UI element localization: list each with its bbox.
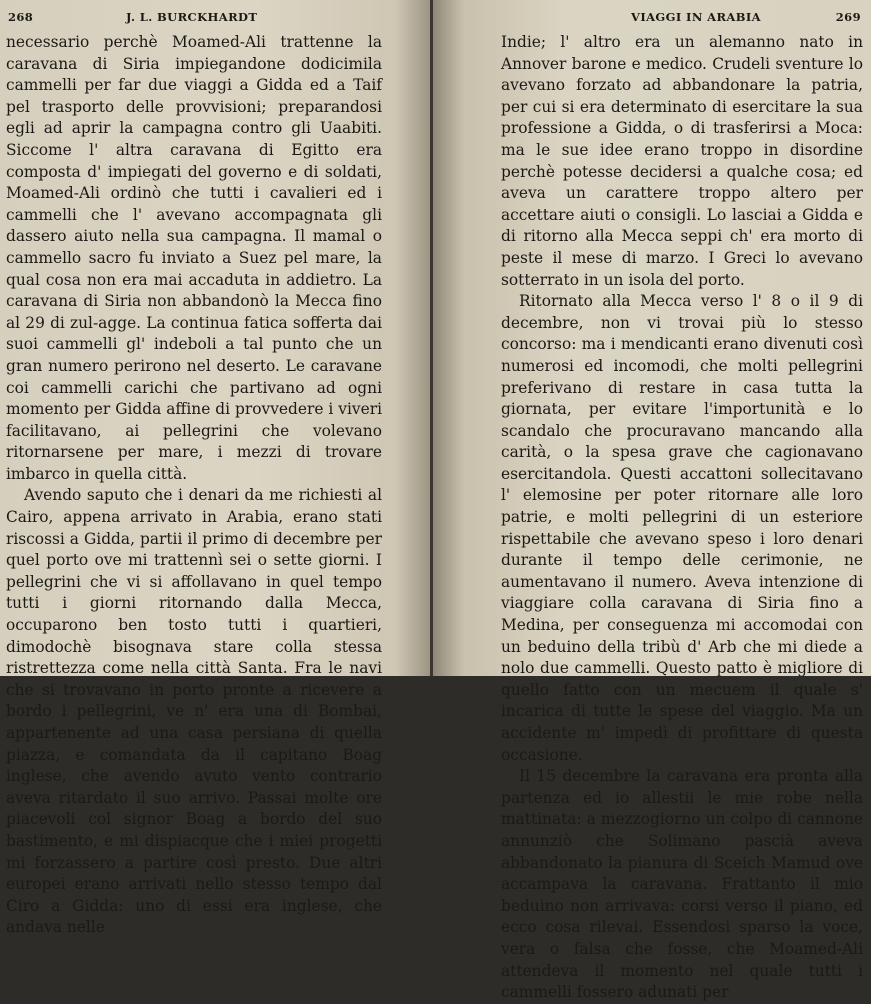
right-paragraph: Indie; l' altro era un alemanno nato in Annover barone e medico. Crudeli sventure lo avevano forzato ad abbandonare la patria, per cui si era determinato di esercitare la sua professione a Gidda, o di trasferirsi a Moca: ma le sue idee erano troppo in disordine perchè potesse decidersi a qualche cosa; ed aveva un carattere troppo altero per accettare aiuti o consigli. Lo lasciai a Gidda e di ritorno alla Mecca seppi ch' era morto di peste il mese di marzo. I Greci lo avevano sotterrato in un isola del porto. [501,33,863,289]
right-paragraph: Ritornato alla Mecca verso l' 8 o il 9 di decembre, non vi trovai più lo stesso concorso: ma i mendicanti erano divenuti così numerosi ed incomodi, che molti pellegrini preferivano di restare in casa tutta la giornata, per evitare l'importunità e lo scandalo che procuravano mancando alla carità, o la spesa grave che cagionavano esercitandola. Questi accattoni sollecitavano l' elemosine per poter ritornare alle loro patrie, e molti pellegrini di un esteriore rispettabile che avevano speso i loro denari durante il tempo delle cerimonie, ne aumentavano il numero. Aveva intenzione di viaggiare colla caravana di Siria fino a Medina, per conseguenza mi accomodai con un beduino della tribù d' Arb che mi diede a nolo due cammelli. Questo patto è migliore di quello fatto con un mecuem il quale s' incarica di tutte le spese del viaggio. Ma un accidente m' impedì di profittare di questa occasione. [501,292,863,764]
right-running-head: VIAGGI IN ARABIA [631,10,761,24]
left-paragraph: necessario perchè Moamed-Ali trattenne la caravana di Siria impiegandone dodicimila cammelli per far due viaggi a Gidda ed a Taif pel trasporto delle provvisioni; preparandosi egli ad aprir la campagna contro gli Uaabiti. Siccome l' altra caravana di Egitto era composta d' impiegati del governo e di soldati, Moamed-Ali ordinò che tutti i cavalieri ed i cammelli che l' avevano accompagnata gli dassero aiuto nella sua campagna. Il mamal o cammello sacro fu inviato a Suez pel mare, la qual cosa non era mai accaduta in addietro. La caravana di Siria non abbandonò la Mecca fino al 29 di zul-agge. La continua fatica sofferta dai suoi cammelli gl' indeboli a tal punto che un gran numero perirono nel deserto. Le caravane coi cammelli carichi che partivano ad ogni momento per Gidda affine di provvedere i viveri facilitavano, ai pellegrini che volevano ritornarsene per mare, i mezzi di trovare imbarco in quella città. [6,33,382,483]
left-page-number: 268 [8,10,34,24]
right-page-number: 269 [835,10,861,24]
left-page-header [8,10,406,28]
left-paragraph: Avendo saputo che i denari da me richiesti al Cairo, appena arrivato in Arabia, erano stati riscossi a Gidda, partii il primo di decembre per quel porto ove mi trattennì sei o sette giorni. I pellegrini che vi si affollavano in quel tempo tutti i giorni ritornando dalla Mecca, occuparono ben tosto tutti i quartieri, dimodochè bisognava stare colla stessa ristrettezza come nella città Santa. Fra le navi che si trovavano in porto pronte a ricevere a bordo i pellegrini, ve n' era una di Bombai, appartenente ad una casa persiana di quella piazza, e comandata da il capitano Boag inglese, che avendo avuto vento contrario aveva ritardato il suo arrivo. Passai molte ore piacevoli col signor Boag a bordo del suo bastimento, e mi dispiacque che i miei progetti mi forzassero a partire così presto. Due altri europei erano arrivati nello stesso tempo dal Ciro a Gidda: uno di essi era inglese, che andava nelle [6,486,382,937]
right-paragraph: Il 15 decembre la caravana era pronta alla partenza ed io allestii le mie robe nella mattinata: a mezzogiorno un colpo di cannone annunziò che Solimano pascià aveva abbandonato la pianura di Sceich Mamud ove accampava la caravana. Frattanto il mio beduino non arrivava: corsi verso il piano, ed ecco cosa rilevai. Essendosi sparso la voce, vera o falsa che fosse, che Moamed-Ali attendeva il momento nel quale tutti i cammelli fossero adunati per [501,767,863,1002]
right-page-header [503,10,861,28]
right-page-text [501,32,863,1004]
left-page-text [6,32,382,939]
left-page [0,0,430,937]
right-page [433,0,871,1002]
left-running-head: J. L. BURCKHARDT [126,10,258,24]
